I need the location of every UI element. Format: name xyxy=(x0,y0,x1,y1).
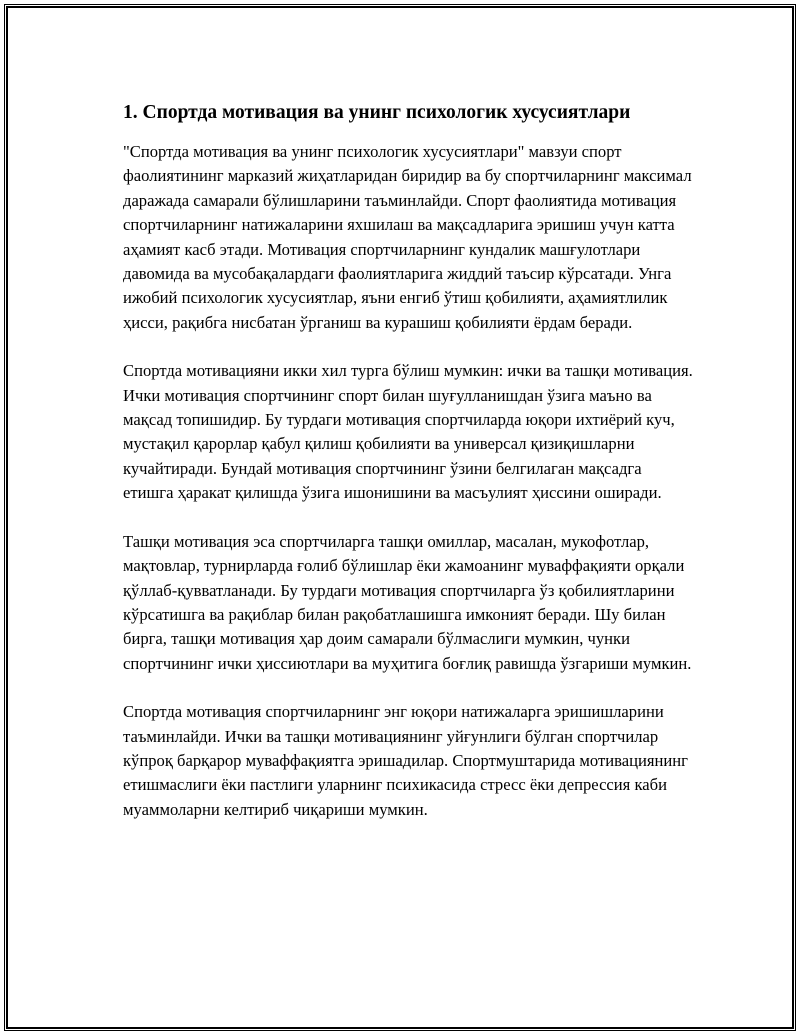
section-title: 1. Спортда мотивация ва унинг психологик хусусиятлари xyxy=(123,102,631,123)
page-frame xyxy=(4,4,796,1031)
paragraph-4: Спортда мотивация спортчиларнинг энг юқори натижаларга эришишларини таъминлайди. Ички ва ташқи мотивациянинг уйғунлиги бўлган спортчилар кўпроқ барқарор муваффақиятга эришадилар. Спортмуштарида мотивациянинг етишмаслиги ёки пастлиги уларнинг психикасида стресс ёки депрессия каби муаммоларни келтириб чиқариши мумкин. xyxy=(123,702,688,819)
document-body xyxy=(123,100,693,846)
paragraph-2: Спортда мотивацияни икки хил турга бўлиш мумкин: ички ва ташқи мотивация. Ички мотивация спортчининг спорт билан шуғулланишдан ўзига маъно ва мақсад топишидир. Бу турдаги мотивация спортчиларда юқори ихтиёрий куч, мустақил қарорлар қабул қилиш қобилияти ва универсал қизиқишларни кучайтиради. Бундай мотивация спортчининг ўзини белгилаган мақсадга етишга ҳаракат қилишда ўзига ишонишини ва масъулият ҳиссини оширади. xyxy=(123,361,693,503)
paragraph-3: Ташқи мотивация эса спортчиларга ташқи омиллар, масалан, мукофотлар, мақтовлар, турнирларда ғолиб бўлишлар ёки жамоанинг муваффақияти орқали қўллаб-қувватланади. Бу турдаги мотивация спортчиларга ўз қобилиятларини кўрсатишга ва рақиблар билан рақобатлашишга имконият беради. Шу билан бирга, ташқи мотивация ҳар доим самарали бўлмаслиги мумкин, чунки спортчининг ички ҳиссиютлари ва муҳитига боғлиқ равишда ўзгариши мумкин. xyxy=(123,531,692,673)
paragraph-1: "Спортда мотивация ва унинг психологик хусусиятлари" мавзуи спорт фаолиятининг марказий жиҳатларидан биридир ва бу спортчиларнинг максимал даражада самарали бўлишларини таъминлайди. Спорт фаолиятида мотивация спортчиларнинг натижаларини яхшилаш ва мақсадларига эришиш учун катта аҳамият касб этади. Мотивация спортчиларнинг кундалик машғулотлари давомида ва мусобақалардаги фаолиятларига жиддий таъсир кўрсатади. Унга ижобий психологик хусусиятлар, яъни енгиб ўтиш қобилияти, аҳамиятлилик ҳисси, рақибга нисбатан ўрганиш ва курашиш қобилияти ёрдам беради. xyxy=(123,142,692,332)
